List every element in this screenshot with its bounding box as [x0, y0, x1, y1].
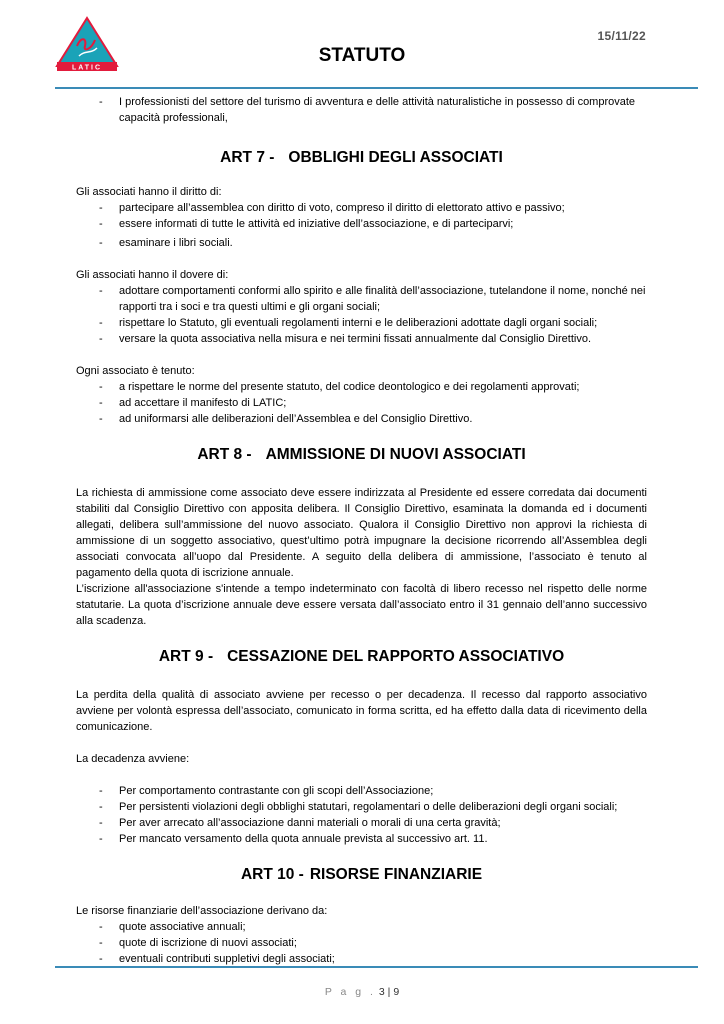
page-footer — [0, 986, 724, 998]
list-item: - quote associative annuali; — [76, 919, 647, 935]
document-date: 15/11/22 — [597, 29, 646, 43]
footer-divider — [55, 966, 698, 968]
decadenza-list — [76, 783, 647, 847]
rights-list — [76, 200, 647, 251]
duties-list — [76, 283, 647, 347]
rights-intro: Gli associati hanno il diritto di: — [76, 186, 222, 198]
list-item: - Per aver arrecato all’associazione danni materiali o morali di una certa gravità; — [76, 815, 647, 831]
page-number: 3 — [378, 986, 385, 998]
article-title: AMMISSIONE DI NUOVI ASSOCIATI — [265, 446, 526, 463]
resources-list — [76, 919, 647, 967]
list-item: - ad uniformarsi alle deliberazioni dell’Assemblea e del Consiglio Direttivo. — [76, 411, 647, 427]
article-number: ART 7 - — [220, 149, 275, 166]
list-item: - versare la quota associativa nella misura e nei termini fissati annualmente dal Consiglio Direttivo. — [76, 331, 647, 347]
page-body — [76, 94, 647, 967]
article-number: ART 9 - — [158, 648, 214, 665]
document-title: STATUTO — [318, 45, 406, 66]
article-title: OBBLIGHI DEGLI ASSOCIATI — [288, 149, 503, 166]
header-divider — [55, 87, 698, 89]
article-title: RISORSE FINANZIARIE — [309, 866, 483, 883]
list-item: - Per mancato versamento della quota annuale prevista al successivo art. 11. — [76, 831, 647, 847]
bound-intro: Ogni associato è tenuto: — [76, 365, 195, 377]
art10-heading — [76, 865, 647, 885]
list-item: - essere informati di tutte le attività ed iniziative dell’associazione, e di parteciparvi; — [76, 216, 647, 232]
list-item: - esaminare i libri sociali. — [76, 235, 647, 251]
list-item: - eventuali contributi suppletivi degli associati; — [76, 951, 647, 967]
list-item: - adottare comportamenti conformi allo spirito e alle finalità dell’associazione, tutelandone il nome, nonché nei rapporti tra i soci e tra questi ultimi e gli organi sociali; — [76, 283, 647, 315]
list-item: - Per persistenti violazioni degli obblighi statutari, regolamentari o delle deliberazioni degli organi sociali; — [76, 799, 647, 815]
decadenza-intro: La decadenza avviene: — [76, 753, 190, 765]
article-number: ART 10 - — [240, 866, 304, 883]
list-item: - rispettare lo Statuto, gli eventuali regolamenti interni e le deliberazioni adottate dagli organi sociali; — [76, 315, 647, 331]
intro-list — [76, 94, 647, 126]
bound-list — [76, 379, 647, 427]
page-separator: | — [387, 986, 391, 998]
article-number: ART 8 - — [197, 446, 252, 463]
list-item: - Per comportamento contrastante con gli scopi dell’Associazione; — [76, 783, 647, 799]
art8-paragraph: La richiesta di ammissione come associato deve essere indirizzata al Presidente ed essere corredata dai documenti stabiliti dal Consiglio Direttivo con apposita delibera. Il Consiglio Direttivo, esaminata la domanda ed i documenti allegati, delibera sull’ammissione del nuovo associato. Qualora il Consiglio Direttivo non approvi la richiesta di ammissione di un soggetto associativo, quest’ultimo potrà impugnare la decisione ricorrendo all’Assemblea degli associati convocata all’uopo dal Presidente. A seguito della delibera di ammissione, l’associato è tenuto al pagamento della quota di iscrizione annuale. — [76, 487, 647, 579]
art9-heading — [76, 647, 647, 667]
svg-text:LATIC: LATIC — [71, 64, 103, 72]
duties-intro: Gli associati hanno il dovere di: — [76, 269, 229, 281]
list-item: - ad accettare il manifesto di LATIC; — [76, 395, 647, 411]
art7-heading — [76, 148, 647, 168]
article-title: CESSAZIONE DEL RAPPORTO ASSOCIATIVO — [227, 648, 565, 665]
list-item: - I professionisti del settore del turismo di avventura e delle attività naturalistiche in possesso di comprovate capacità professionali, — [76, 94, 647, 126]
page-total: 9 — [393, 986, 400, 998]
list-item: - a rispettare le norme del presente statuto, del codice deontologico e dei regolamenti approvati; — [76, 379, 647, 395]
art8-heading — [76, 445, 647, 465]
page-label: P a g . — [324, 986, 376, 998]
list-item: - quote di iscrizione di nuovi associati; — [76, 935, 647, 951]
resources-intro: Le risorse finanziarie dell’associazione derivano da: — [76, 905, 328, 917]
art9-paragraph: La perdita della qualità di associato avviene per recesso o per decadenza. Il recesso dal rapporto associativo avviene per volontà espressa dell’associato, comunicato in forma scritta, ed ha effetto dalla data di ricevimento della comunicazione. — [76, 689, 647, 733]
art8-paragraph: L’iscrizione all'associazione s'intende a tempo indeterminato con facoltà di libero recesso nel rispetto delle norme statutarie. La quota d’iscrizione annuale deve essere versata dall’associato entro il 31 gennaio dell’anno successivo alla scadenza. — [76, 583, 647, 627]
list-item: - partecipare all’assemblea con diritto di voto, compreso il diritto di elettorato attivo e passivo; — [76, 200, 647, 216]
